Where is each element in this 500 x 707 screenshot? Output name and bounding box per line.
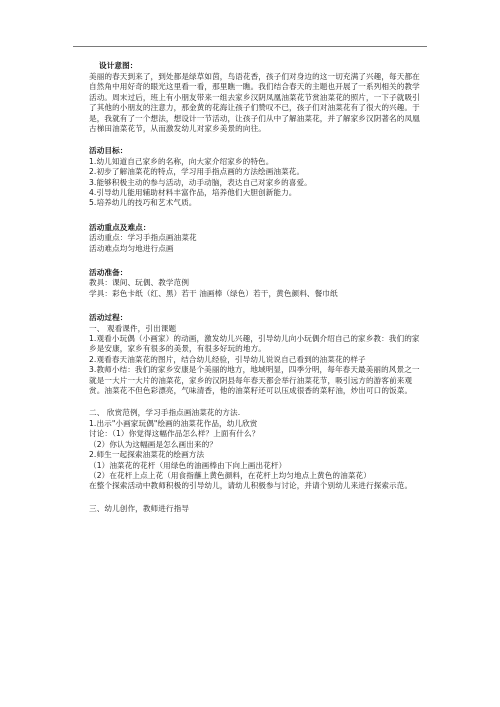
document-body	[89, 61, 425, 514]
header-rule	[73, 46, 427, 47]
design-intent-body: 美丽的春天到来了，到处都是绿草如茵，鸟语花香，孩子们对身边的这一切充满了兴趣，每天都在自然角中用好奇的眼光这里看一看，那里瞧一瞧。我们结合春天的主题也开展了一系列相关的教学活动。周末过后，班上有小朋友带来一组去家乡汉阴凤凰油菜花节赏油菜花的照片，一下子就吸引了其他的小朋友的注意力，那金黄的花海让孩子们赞叹不已，孩子们对油菜花有了很大的兴趣。于是，我就有了一个想法，想设计一节活动，让孩子们从中了解油菜花，并了解家乡汉阴著名的凤凰古梯田油菜花节，从而激发幼儿对家乡美景的向往。	[89, 71, 420, 133]
section-heading: 二、 欣赏范例，学习手指点画油菜花的方法.	[89, 408, 241, 418]
process-line: （2）你认为这幅画是怎么画出来的？	[89, 439, 218, 449]
goals-title: 活动目标：	[89, 146, 128, 156]
process-line: 3.教师小结：我们的家乡安康是个美丽的地方，地域明显，四季分明，每年春天最美丽的风景之一就是一大片一大片的油菜花，家乡的汉阴县每年春天都会举行油菜花节，吸引远方的游客前来观赏。油菜花不但色彩漂亮，气味清香，他的油菜籽还可以压成很香的菜籽油，炒出可口的饭菜。	[89, 365, 420, 396]
goal-item: 5.培养幼儿的技巧和艺术气质。	[89, 198, 197, 208]
keypoints-title: 活动重点及难点：	[89, 222, 151, 232]
process-line: 2.师生一起探索油菜花的绘画方法	[89, 450, 205, 460]
process-line: （2）在花杆上点上花（用食指蘸上黄色颜料，在花杆上均匀地点上黄色的油菜花）	[89, 470, 371, 480]
prep-item: 教具：课间、玩偶、教学范例	[89, 278, 190, 288]
section-heading: 三、幼儿创作，教师进行指导	[89, 503, 190, 513]
prep-title: 活动准备：	[89, 268, 128, 277]
goal-item: 3.能够积极主动的参与活动，动手动脑，表达自己对家乡的喜爱。	[89, 177, 312, 187]
process-line: 1.观看小玩偶（小画家）的动画，激发幼儿兴趣，引导幼儿向小玩偶介绍自己的家乡教：我们的家乡是安康，家乡有很多的美景，有很多好玩的地方。	[89, 334, 420, 354]
goal-item: 1.幼儿知道自己家乡的名称，向大家介绍家乡的特色。	[89, 156, 274, 166]
process-line: （1）油菜花的花杆（用绿色的油画棒由下向上画出花杆）	[89, 460, 287, 470]
process-line: 在整个探索活动中教师积极的引导幼儿，请幼儿积极参与讨论，并请个别幼儿来进行探索示范。	[89, 481, 413, 491]
keypoint-item: 活动重点：学习手指点画油菜花	[89, 233, 197, 243]
process-line: 1.出示"小画家玩偶"绘画的油菜花作品，幼儿欣赏	[89, 418, 258, 428]
design-intent-title: 设计意图：	[99, 61, 138, 70]
process-line: 讨论：（1）你觉得这幅作品怎么样？上面有什么？	[89, 429, 260, 439]
process-title: 活动过程：	[89, 313, 128, 323]
keypoint-item: 活动难点均匀地进行点画	[89, 243, 174, 253]
process-line: 2.观看春天油菜花的图片，结合幼儿经验，引导幼儿说说自己看到的油菜花的样子	[89, 354, 366, 364]
goal-item: 4.引导幼儿能用辅助材料丰富作品，培养他们大胆创新能力。	[89, 187, 297, 197]
prep-item: 学具：彩色卡纸（红、黑）若干 油画棒（绿色）若干，黄色颜料、餐巾纸	[89, 288, 338, 298]
goal-item: 2.初步了解油菜花的特点，学习用手指点画的方法绘画油菜花。	[89, 167, 305, 177]
section-heading: 一、 观看课件，引出课题	[89, 323, 177, 333]
